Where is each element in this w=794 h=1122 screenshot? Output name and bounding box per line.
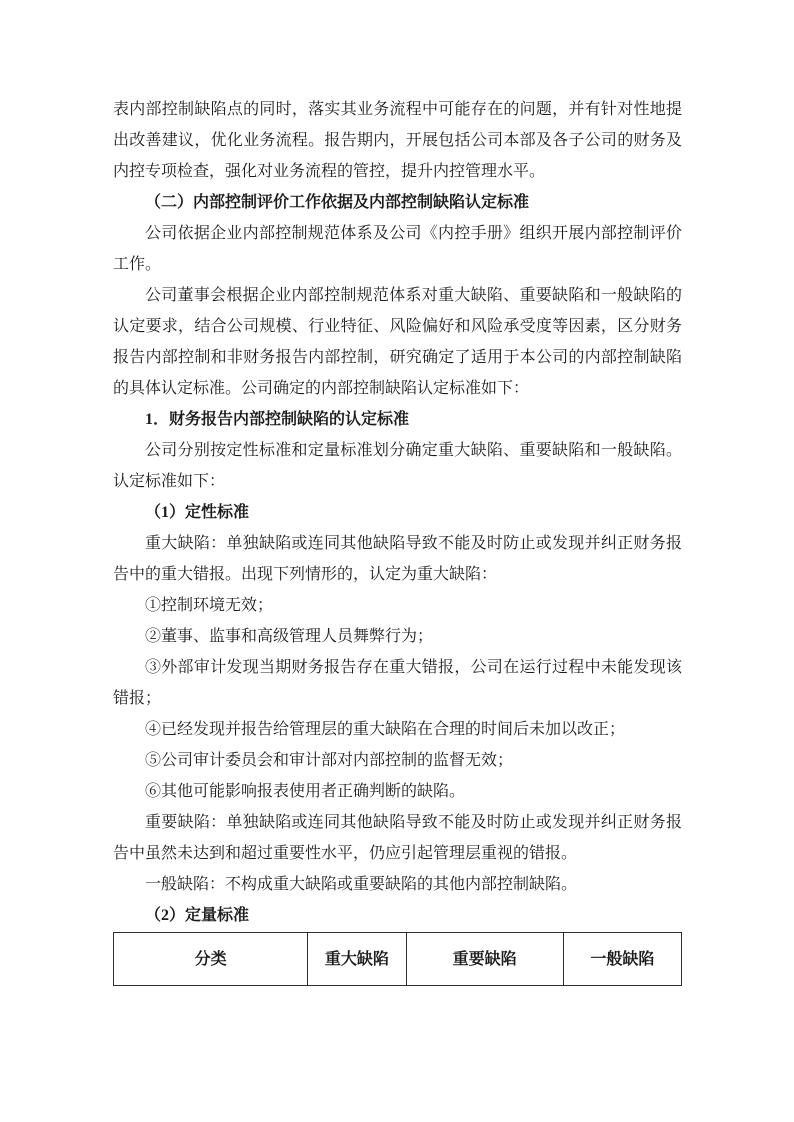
heading-qualitative-standard: （1）定性标准 [145, 504, 250, 521]
quantitative-standards-table [113, 932, 682, 986]
numbered-item-2: ②董事、监事和高级管理人员舞弊行为； [145, 628, 434, 645]
numbered-item-6: ⑥其他可能影响报表使用者正确判断的缺陷。 [145, 783, 466, 800]
numbered-item-4: ④已经发现并报告给管理层的重大缺陷在合理的时间后未加以改正； [145, 721, 626, 738]
table-header-category: 分类 [114, 933, 308, 986]
paragraph-evaluation-basis: 公司依据企业内部控制规范体系及公司《内控手册》组织开展内部控制评价工作。 [113, 225, 682, 273]
table-header-general-defect: 一般缺陷 [563, 933, 681, 986]
paragraph-standards-intro: 公司分别按定性标准和定量标准划分确定重大缺陷、重要缺陷和一般缺陷。认定标准如下： [113, 442, 682, 490]
paragraph-major-defect-definition: 重大缺陷：单独缺陷或连同其他缺陷导致不能及时防止或发现并纠正财务报告中的重大错报。出现下列情形的，认定为重大缺陷： [113, 535, 682, 583]
paragraph-continuation: 表内部控制缺陷点的同时，落实其业务流程中可能存在的问题，并有针对性地提出改善建议，优化业务流程。报告期内，开展包括公司本部及各子公司的财务及内控专项检查，强化对业务流程的管控，提升内控管理水平。 [113, 101, 682, 180]
table-header-significant-defect: 重要缺陷 [406, 933, 563, 986]
paragraph-board-standards: 公司董事会根据企业内部控制规范体系对重大缺陷、重要缺陷和一般缺陷的认定要求，结合公司规模、行业特征、风险偏好和风险承受度等因素，区分财务报告内部控制和非财务报告内部控制，研究确定了适用于本公司的内部控制缺陷的具体认定标准。公司确定的内部控制缺陷认定标准如下： [113, 287, 682, 397]
paragraph-significant-defect-definition: 重要缺陷：单独缺陷或连同其他缺陷导致不能及时防止或发现并纠正财务报告中虽然未达到和超过重要性水平，仍应引起管理层重视的错报。 [113, 814, 682, 862]
table-header-major-defect: 重大缺陷 [308, 933, 406, 986]
heading-quantitative-standard: （2）定量标准 [145, 907, 250, 924]
numbered-item-3: ③外部审计发现当期财务报告存在重大错报，公司在运行过程中未能发现该错报； [113, 659, 682, 707]
table-header-row [114, 933, 682, 986]
document-content [113, 94, 682, 986]
heading-section-2: （二）内部控制评价工作依据及内部控制缺陷认定标准 [145, 194, 530, 211]
numbered-item-5: ⑤公司审计委员会和审计部对内部控制的监督无效； [145, 752, 514, 769]
paragraph-general-defect-definition: 一般缺陷：不构成重大缺陷或重要缺陷的其他内部控制缺陷。 [145, 876, 578, 893]
heading-item-1-financial-report: 1．财务报告内部控制缺陷的认定标准 [145, 411, 410, 428]
numbered-item-1: ①控制环境无效； [145, 597, 274, 614]
